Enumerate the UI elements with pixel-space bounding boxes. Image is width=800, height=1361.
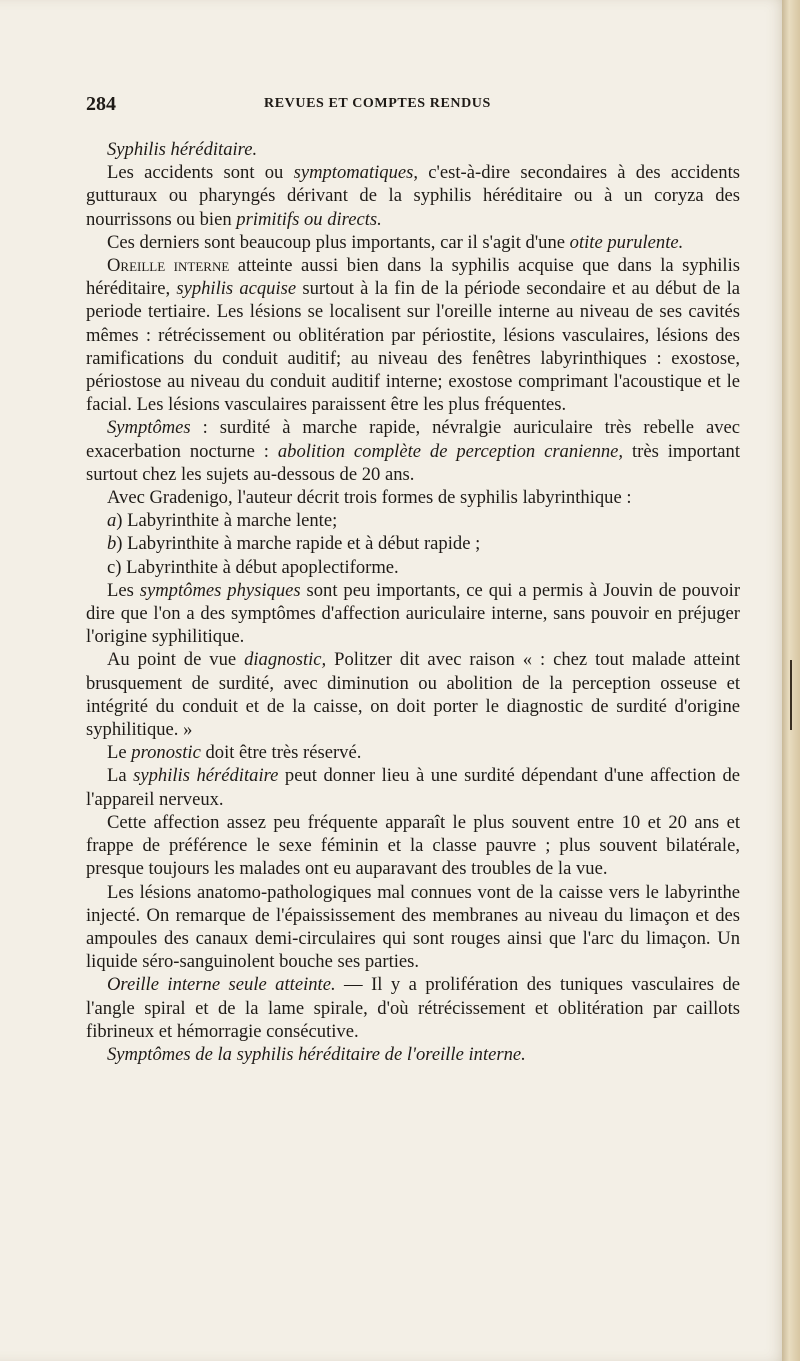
- paragraph: [86, 254, 740, 416]
- text-italic: symptomatiques: [293, 162, 414, 184]
- text: ) Labyrinthite à marche rapide et à début rapide ;: [116, 533, 481, 555]
- page-header: [86, 93, 746, 115]
- margin-mark: [790, 660, 792, 730]
- text: Au point de vue: [107, 649, 245, 671]
- paragraph: [86, 1043, 740, 1066]
- paragraph-heading: [86, 138, 740, 161]
- paragraph: [86, 741, 740, 764]
- text-italic: diagnostic,: [244, 649, 327, 671]
- text: ) Labyrinthite à marche lente;: [116, 510, 338, 532]
- text: Politzer dit avec raison « : chez tout malade atteint brusquement de surdité, avec diminution ou abolition de la perception osseuse et intégrité du conduit et de la caisse, on doit porter le diagnostic de surdité d'origine syphilitique. »: [86, 649, 741, 741]
- list-item: [86, 532, 740, 555]
- text: sont peu importants, ce qui a permis à Jouvin de pouvoir dire que l'on a des symptômes d'affection auriculaire interne, sans pouvoir en préjuger l'origine syphilitique.: [86, 579, 741, 648]
- text-smallcaps: Oreille interne: [107, 255, 230, 277]
- text: : surdité à marche rapide, névralgie auriculaire très rebelle avec exacerbation nocturne :: [86, 417, 740, 462]
- text-italic: primitifs ou directs.: [236, 208, 382, 230]
- text: Cette affection assez peu fréquente apparaît le plus souvent entre 10 et 20 ans et frappe de préférence le sexe féminin et la classe pauvre ; plus souvent bilatérale, presque toujours les malades ont eu auparavant des troubles de la vue.: [86, 811, 740, 880]
- text-italic: syphilis acquise: [176, 278, 297, 300]
- text: Le: [107, 742, 132, 764]
- text-italic: pronostic: [131, 742, 201, 764]
- list-item: [86, 556, 740, 579]
- text-italic: syphilis héréditaire: [133, 765, 279, 787]
- text: très important surtout chez les sujets au-dessous de 20 ans.: [86, 440, 741, 485]
- paragraph: [86, 764, 740, 810]
- section-heading: Syphilis héréditaire.: [107, 139, 258, 160]
- paragraph: [86, 648, 740, 741]
- text-italic: symptômes physiques: [139, 579, 301, 601]
- text: Les: [107, 579, 140, 601]
- text-italic: Oreille interne seule atteinte.: [107, 974, 336, 996]
- paragraph: [86, 973, 740, 1043]
- paragraph: [86, 881, 740, 974]
- page-body: [86, 138, 740, 1066]
- text: Les accidents sont ou: [107, 162, 294, 184]
- list-item: [86, 509, 740, 532]
- text: Ces derniers sont beaucoup plus importants, car il s'agit d'une: [107, 231, 570, 253]
- running-title: REVUES ET COMPTES RENDUS: [264, 96, 491, 111]
- section-heading: Symptômes de la syphilis héréditaire de l'oreille interne.: [107, 1043, 526, 1065]
- paragraph: [86, 161, 740, 231]
- text: , c'est-à-dire secondaires à des accidents gutturaux ou pharyngés dérivant de la syphilis héréditaire ou à un coryza des nourrissons ou bien: [86, 162, 741, 230]
- text: peut donner lieu à une surdité dépendant d'une affection de l'appareil nerveux.: [86, 765, 740, 810]
- paragraph: [86, 416, 740, 486]
- text: Les lésions anatomo-pathologiques mal connues vont de la caisse vers le labyrinthe injecté. On remarque de l'épaississement des membranes au niveau du limaçon et des ampoules des canaux demi-circulaires qui sont rouges ainsi que l'arc du limaçon. Un liquide séro-sanguinolent bouche ses parties.: [86, 881, 740, 973]
- paragraph: [86, 811, 740, 881]
- text-italic: otite purulente.: [569, 231, 684, 253]
- paragraph: [86, 231, 740, 254]
- text: doit être très réservé.: [200, 742, 362, 764]
- text: atteinte aussi bien dans la syphilis acquise que dans la syphilis héréditaire,: [86, 255, 740, 300]
- text: — Il y a prolifération des tuniques vasculaires de l'angle spiral et de la lame spirale, d'où rétrécissement et oblitération par caillots fibrineux et hémorragie consécutive.: [86, 974, 740, 1042]
- text: La: [107, 765, 134, 787]
- text: Avec Gradenigo, l'auteur décrit trois formes de syphilis labyrinthique :: [107, 487, 632, 509]
- page-number: 284: [86, 93, 116, 115]
- text-italic: b: [107, 533, 117, 555]
- text: surtout à la fin de la période secondaire et au début de la periode tertiaire. Les lésions se localisent sur l'oreille interne au niveau de ses cavités mêmes : rétrécissement ou oblitération par périostite, lésions vasculaires, lésions des ramifications du conduit auditif; au niveau des fenêtres labyrinthiques : exostose, périostose au niveau du conduit auditif interne; exostose comprimant l'acoustique et le facial. Les lésions vasculaires paraissent être les plus fréquentes.: [86, 278, 740, 416]
- text-italic: Symptômes: [107, 417, 191, 439]
- text-italic: abolition complète de perception cranienne,: [277, 440, 624, 462]
- text: c) Labyrinthite à début apoplectiforme.: [107, 556, 399, 578]
- paragraph: [86, 579, 740, 649]
- text-italic: a: [107, 510, 117, 532]
- paragraph: [86, 486, 740, 509]
